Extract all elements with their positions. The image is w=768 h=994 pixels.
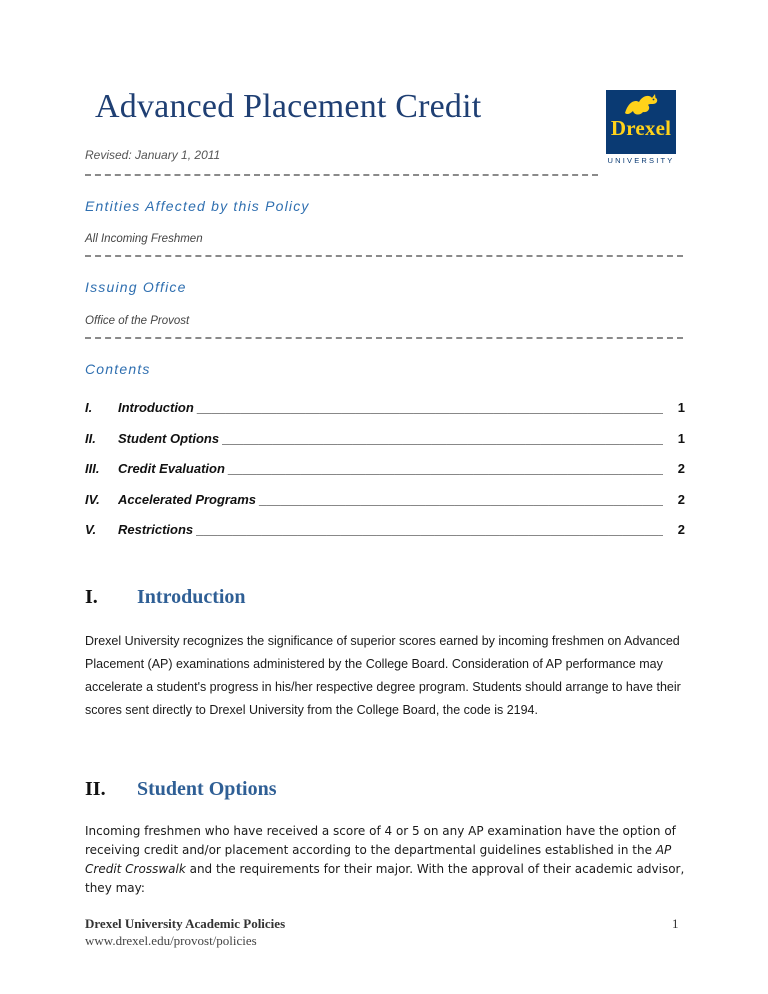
- toc-page: 1: [677, 400, 685, 415]
- drexel-logo: [606, 90, 676, 154]
- document-title: Advanced Placement Credit: [95, 88, 482, 125]
- divider: [85, 255, 683, 257]
- office-value: Office of the Provost: [85, 315, 190, 327]
- toc-item-accelerated-programs[interactable]: [85, 492, 685, 510]
- entities-value: All Incoming Freshmen: [85, 233, 203, 245]
- toc-number: IV.: [85, 492, 100, 507]
- logo-subtext: UNIVERSITY: [607, 156, 675, 165]
- introduction-paragraph: Drexel University recognizes the significance of superior scores earned by incoming freshmen on Advanced Placement (AP) examinations administered by the College Board. Consideration of AP performance may accelerate a student's progress in his/her respective degree program. Students should arrange to have their scores sent directly to Drexel University from the College Board, the code is 2194.: [85, 634, 681, 717]
- footer-url[interactable]: www.drexel.edu/provost/policies: [85, 933, 257, 948]
- section-title: Introduction: [137, 586, 246, 608]
- toc-item-student-options[interactable]: [85, 431, 685, 449]
- section-number: I.: [85, 586, 98, 608]
- toc-page: 2: [677, 461, 685, 476]
- entities-heading: Entities Affected by this Policy: [85, 198, 310, 214]
- revised-date: Revised: January 1, 2011: [85, 148, 221, 162]
- toc-page: 2: [677, 522, 685, 537]
- toc-number: V.: [85, 522, 97, 537]
- divider: [85, 337, 683, 339]
- page-number: 1: [672, 916, 679, 931]
- paragraph-text: and the requirements for their major. With the approval of their academic advisor, they may:: [85, 862, 685, 895]
- office-heading: Issuing Office: [85, 279, 187, 295]
- toc-page: 1: [677, 431, 685, 446]
- logo-wordmark: Drexel: [610, 116, 672, 140]
- toc-label: Student Options _____: [118, 431, 663, 446]
- toc-number: III.: [85, 461, 100, 476]
- paragraph-text: Incoming freshmen who have received a score of 4 or 5 on any AP examination have the option of receiving credit and/or placement according to the departmental guidelines established in the: [85, 824, 676, 857]
- toc-label: Credit Evaluation _____: [118, 461, 663, 476]
- toc-item-introduction[interactable]: [85, 400, 685, 418]
- toc-page: 2: [677, 492, 685, 507]
- section-title: Student Options: [137, 778, 277, 800]
- toc-label: Accelerated Programs _____: [118, 492, 663, 507]
- toc-number: II.: [85, 431, 96, 446]
- toc-item-credit-evaluation[interactable]: [85, 461, 685, 479]
- footer: [85, 916, 285, 949]
- student-options-paragraph: [85, 822, 685, 898]
- crosswalk-reference: AP Credit Crosswalk: [85, 843, 672, 876]
- footer-title: Drexel University Academic Policies: [85, 916, 286, 931]
- section-number: II.: [85, 778, 106, 800]
- toc-label: Restrictions _____: [118, 522, 663, 537]
- divider: [85, 174, 598, 176]
- toc-label: Introduction _____: [118, 400, 663, 415]
- toc-item-restrictions[interactable]: [85, 522, 685, 540]
- toc-number: I.: [85, 400, 93, 415]
- contents-heading: Contents: [85, 361, 151, 377]
